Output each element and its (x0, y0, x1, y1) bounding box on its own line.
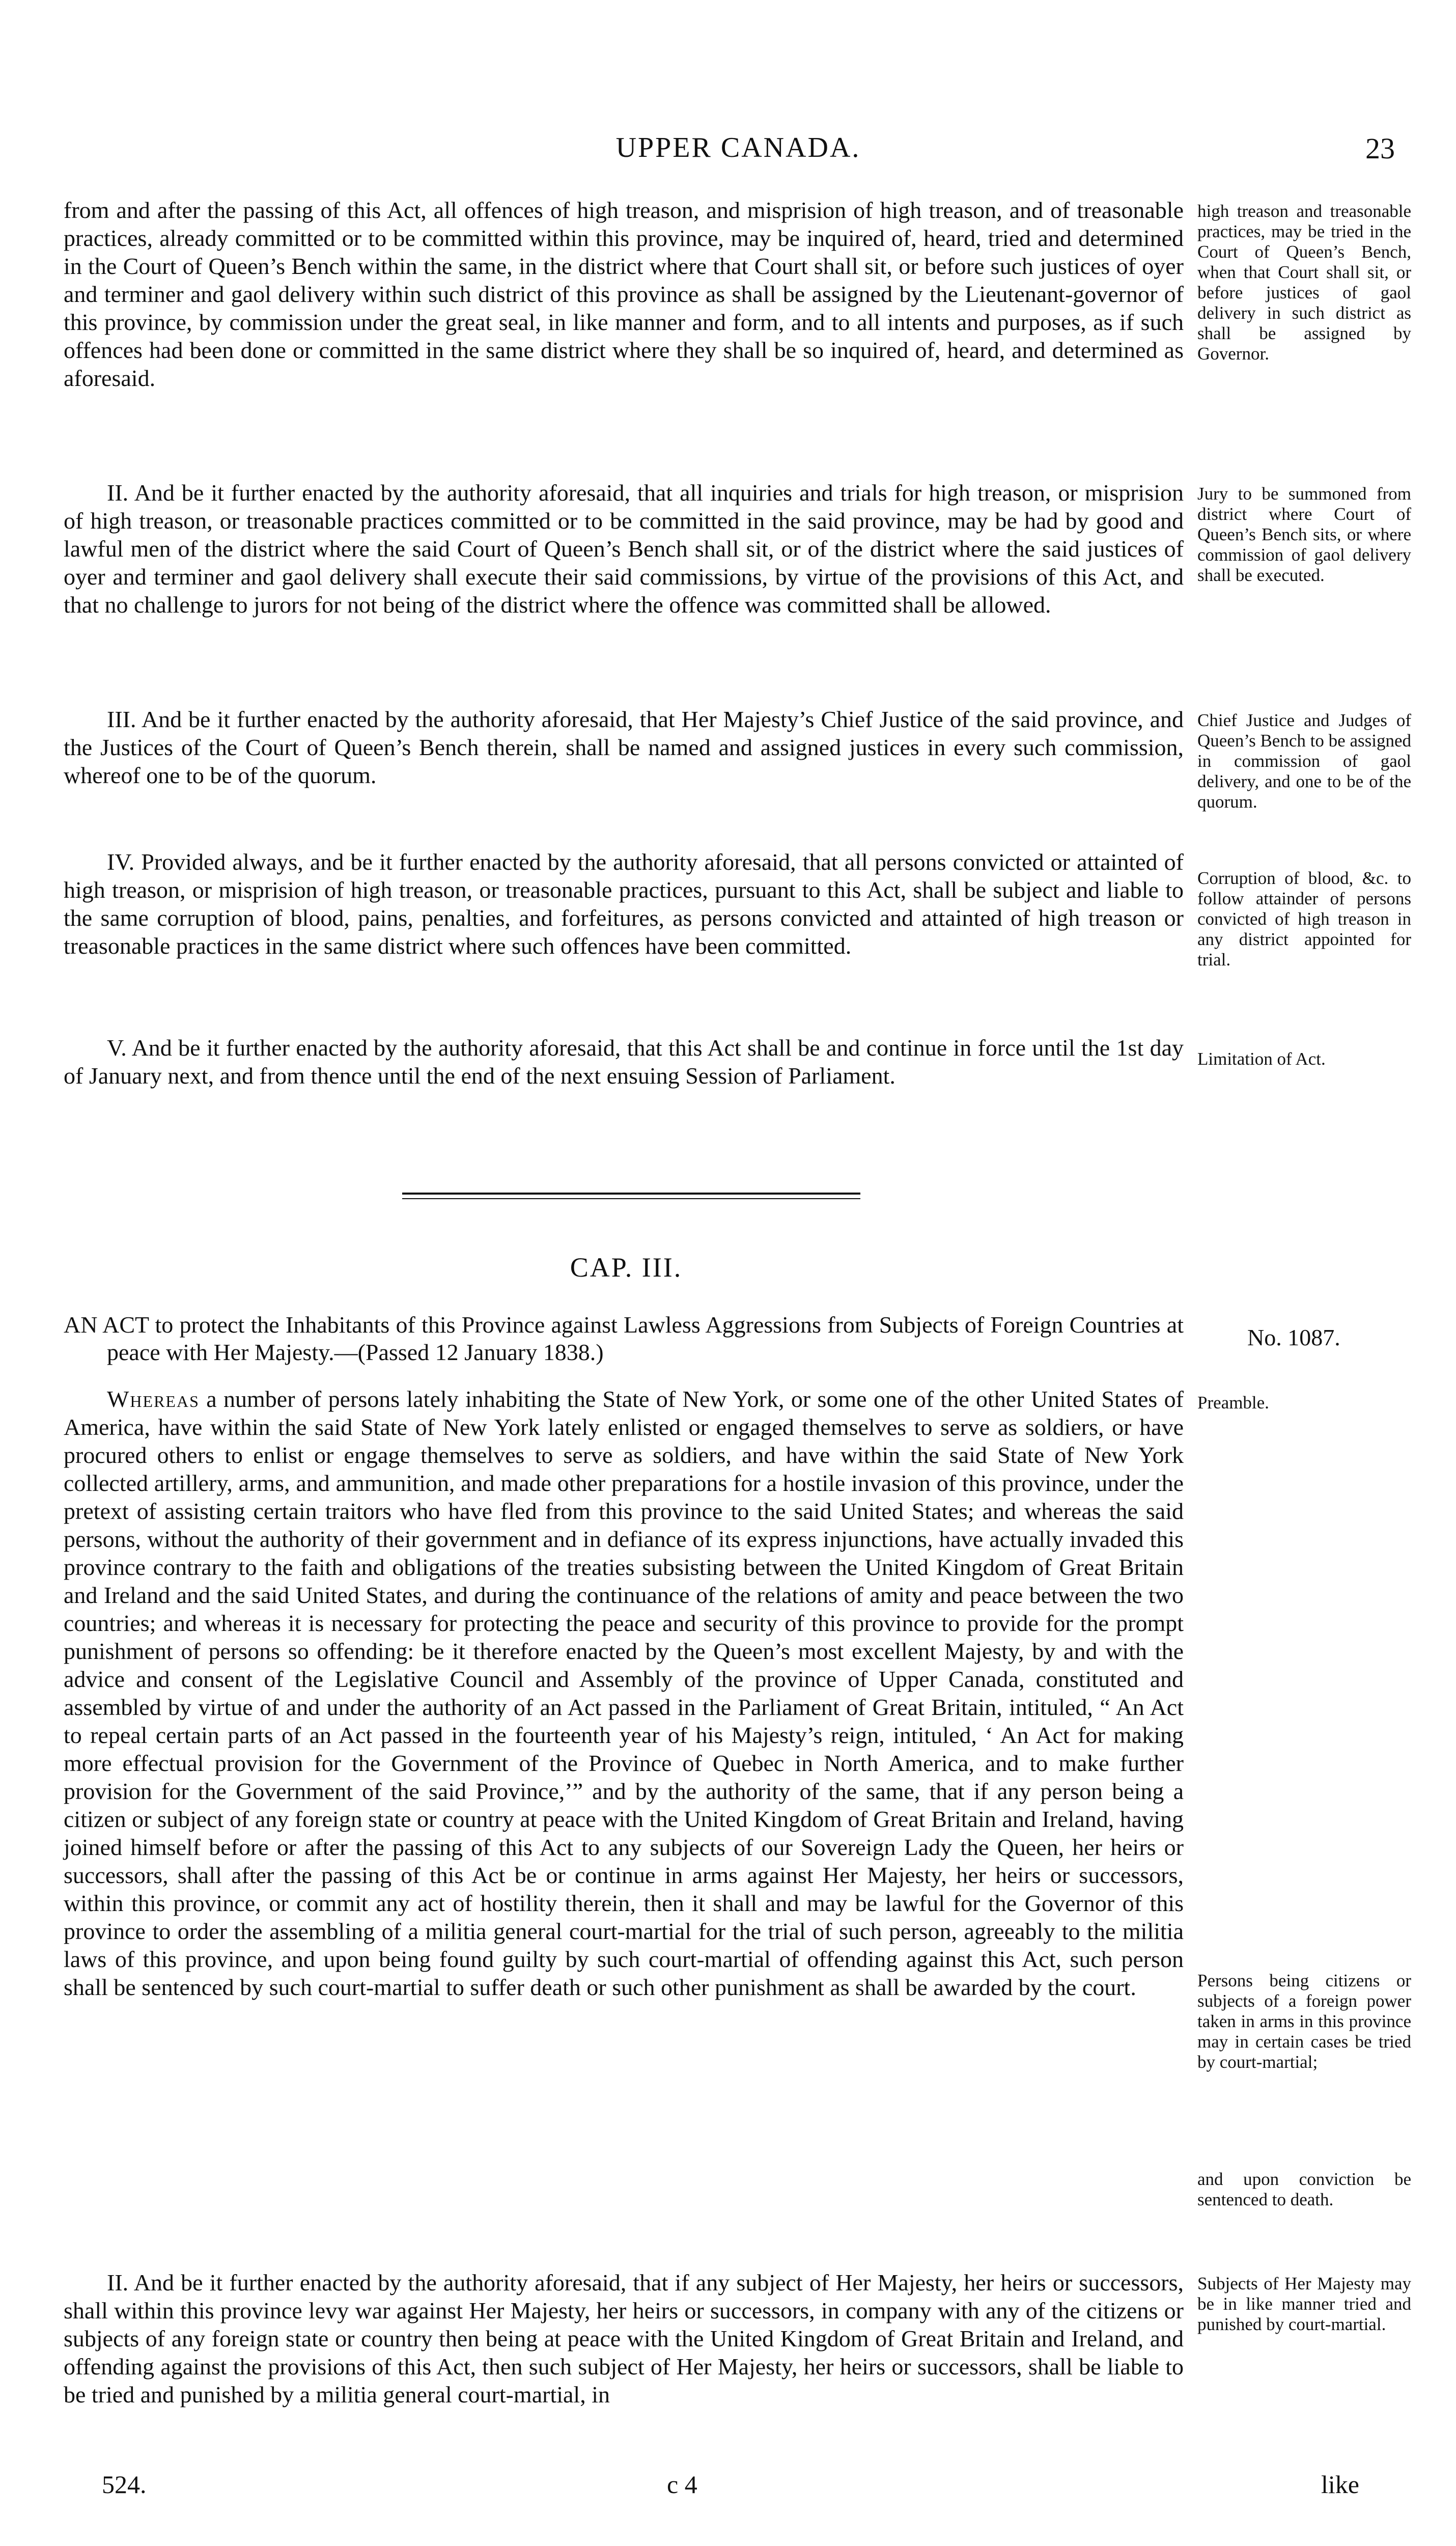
paragraph-section-ii: II. And be it further enacted by the authority aforesaid, that all inquiries and trials for high treason, or misprision of high treason, or treasonable practices committed or to be committed in the said province, may be had by good and lawful men of the district where the said Court of Queen’s Bench shall sit, or of the district where the said justices of oyer and terminer and gaol delivery shall execute their said commissions, by virtue of the provisions of this Act, and that no challenge to jurors for not being of the district where the offence was committed shall be allowed. (64, 480, 1184, 618)
margin-note-chief-justice: Chief Justice and Judges of Queen’s Bench to be assigned in commission of gaol delivery, and one to be of the quorum. (1197, 710, 1411, 812)
paragraph-section-v: V. And be it further enacted by the authority aforesaid, that this Act shall be and continue in force until the 1st day of January next, and from thence until the end of the next ensuing Session of Parliament. (64, 1035, 1184, 1089)
act-title: AN ACT to protect the Inhabitants of this Province against Lawless Aggressions from Subjects of Foreign Countries at peace with Her Majesty.—(Passed 12 January 1838.) (64, 1312, 1184, 1365)
margin-note-subjects: Subjects of Her Majesty may be in like manner tried and punished by court-martial. (1197, 2274, 1411, 2334)
running-title: UPPER CANADA. (615, 132, 861, 163)
margin-note-limitation: Limitation of Act. (1197, 1049, 1326, 1069)
preamble-text: a number of persons lately inhabiting the State of New York, or some one of the other United States of America, have within the said State of New York lately enlisted or engaged themselves to serve as soldiers, or have procured others to enlist or engage themselves to serve as soldiers, and have within the said State of New York collected artillery, arms, and ammunition, and made other preparations for a hostile invasion of this province, under the pretext of assisting certain traitors who have fled from this province to the said United States; and whereas the said persons, without the authority of their government and in defiance of its express injunctions, have actually invaded this province contrary to the faith and obligations of the treaties subsisting between the United Kingdom of Great Britain and Ireland and the said United States, and during the continuance of the relations of amity and peace between the two countries; and whereas it is necessary for protecting the peace and security of this province to provide for the prompt punishment of persons so offending: be it therefore enacted by the Queen’s most excellent Majesty, by and with the advice and consent of the Legislative Council and Assembly of the province of Upper Canada, constituted and assembled by virtue of and under the authority of an Act passed in the Parliament of Great Britain, intituled, “ An Act to repeal certain parts of an Act passed in the fourteenth year of his Majesty’s reign, intituled, ‘ An Act for making more effectual provision for the Government of the Province of Quebec in North America, and to make further provision for the Government of the said Province,’” and by the authority of the same, that if any person being a citizen or subject of any foreign state or country at peace with the United Kingdom of Great Britain and Ireland, having joined himself before or after the passing of this Act to any subjects of our Sovereign Lady the Queen, her heirs or successors, shall after the passing of this Act be or continue in arms against Her Majesty, her heirs or successors, within this province, or commit any act of hostility therein, then it shall and may be lawful for the Governor of this province to order the assembling of a militia general court-martial for the trial of such person, agreeably to the militia laws of this province, and upon being found guilty by such court-martial of offending against this Act, such person shall be sentenced by such court-martial to suffer death or such other punishment as shall be awarded by the court. (64, 1386, 1184, 2000)
page-number: 23 (1365, 132, 1395, 165)
chapter-heading: CAP. III. (570, 1252, 683, 1283)
catchword: like (1321, 2470, 1359, 2499)
section-two (64, 479, 1184, 619)
margin-note-corruption-of-blood: Corruption of blood, &c. to follow attainder of persons convicted of high treason in any district appointed for trial. (1197, 868, 1411, 970)
section-four (64, 848, 1184, 960)
margin-note-foreign-persons: Persons being citizens or subjects of a foreign power taken in arms in this province may in certain cases be tried by court-martial; (1197, 1971, 1411, 2072)
paragraph-continuation: from and after the passing of this Act, all offences of high treason, and misprision of high treason, and of treasonable practices, already committed or to be committed within this province, may be inquired of, heard, tried and determined in the Court of Queen’s Bench within the same, in the district where that Court shall sit, or before such justices of oyer and terminer and gaol delivery within such district of this province as shall be assigned by the Lieutenant-governor of this province, by commission under the great seal, in like manner and form, and to all intents and purposes, as if such offences had been done or committed in the same district where they shall be so inquired of, heard, and determined as aforesaid. (64, 197, 1184, 391)
act-number: No. 1087. (1247, 1324, 1340, 1350)
section-divider (402, 1193, 860, 1195)
signature-mark: c 4 (667, 2470, 697, 2499)
preamble-block (64, 1385, 1184, 2001)
signature-number: 524. (102, 2470, 147, 2499)
section-continuation (64, 196, 1184, 392)
preamble-paragraph (64, 1385, 1184, 2001)
act-title-block (64, 1311, 1184, 1366)
margin-note-preamble: Preamble. (1197, 1393, 1269, 1413)
paragraph-chapter-section-ii: II. And be it further enacted by the authority aforesaid, that if any subject of Her Majesty, her heirs or successors, shall within this province levy war against Her Majesty, her heirs or successors, in company with any of the citizens or subjects of any foreign state or country then being at peace with the United Kingdom of Great Britain and Ireland, and offending against the provisions of this Act, then such subject of Her Majesty, her heirs or successors, shall be liable to be tried and punished by a militia general court-martial, in (64, 2270, 1184, 2407)
margin-note-jury: Jury to be summoned from district where Court of Queen’s Bench sits, or where commission of gaol delivery shall be executed. (1197, 484, 1411, 585)
section-three (64, 705, 1184, 789)
running-head (66, 131, 1405, 172)
preamble-lead-word: Whereas (107, 1386, 200, 1412)
paragraph-section-iii: III. And be it further enacted by the authority aforesaid, that Her Majesty’s Chief Justice of the said province, and the Justices of the Court of Queen’s Bench therein, shall be named and assigned justices in every such commission, whereof one to be of the quorum. (64, 706, 1184, 788)
margin-note-conviction: and upon conviction be sentenced to death. (1197, 2169, 1411, 2209)
margin-note-treason-trial: high treason and treasonable practices, may be tried in the Court of Queen’s Bench, when that Court shall sit, or before justices of gaol delivery in such district as shall be assigned by Governor. (1197, 201, 1411, 364)
section-divider-thin (402, 1198, 860, 1199)
paragraph-section-iv: IV. Provided always, and be it further enacted by the authority aforesaid, that all persons convicted or attainted of high treason, or misprision of high treason, or treasonable practices, pursuant to this Act, shall be subject and liable to the same corruption of blood, pains, penalties, and forfeitures, as persons convicted and attainted of high treason or treasonable practices in the same district where such offences have been committed. (64, 849, 1184, 959)
section-five (64, 1034, 1184, 1090)
chapter-section-two (64, 2268, 1184, 2409)
page-footer (66, 2470, 1405, 2505)
